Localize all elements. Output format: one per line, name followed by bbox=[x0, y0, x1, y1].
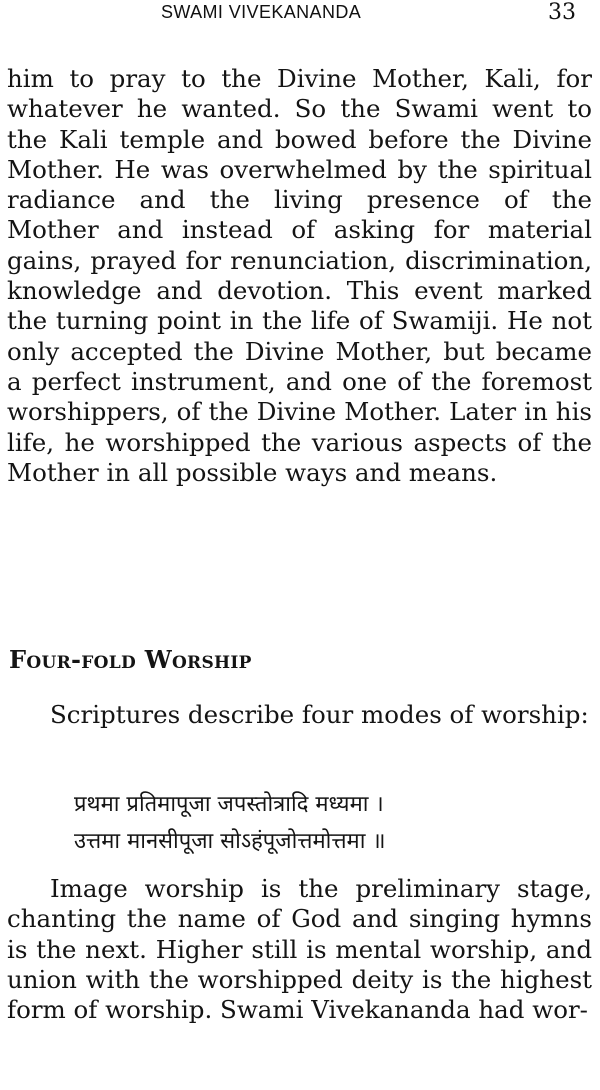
section-heading: Four-fold Worship bbox=[9, 645, 252, 674]
paragraph-image-worship: Image worship is the preliminary stage, chanting the name of God and singing hymns is the next. Higher still is mental worship, and union with the worshipped deity is the highest form of worship. Swami Vivekananda had wor- bbox=[7, 874, 592, 1025]
running-head: SWAMI VIVEKANANDA bbox=[161, 2, 362, 22]
paragraph-scriptures: Scriptures describe four modes of worship: bbox=[50, 700, 589, 729]
verse-line-1: प्रथमा प्रतिमापूजा जपस्तोत्रादि मध्यमा । bbox=[74, 792, 384, 817]
sanskrit-verse bbox=[74, 786, 544, 860]
paragraph-opening: him to pray to the Divine Mother, Kali, for whatever he wanted. So the Swami went to the Kali temple and bowed before the Divine Mother. He was overwhelmed by the spiritual radiance and the living presence of the Mother and instead of asking for material gains, prayed for renunciation, discrimination, knowledge and devotion. This event marked the turning point in the life of Swamiji. He not only accepted the Divine Mother, but became a perfect instrument, and one of the foremost worshippers, of the Divine Mother. Later in his life, he worshipped the various aspects of the Mother in all possible ways and means. bbox=[7, 64, 592, 487]
page-header bbox=[0, 0, 600, 30]
verse-line-2: उत्तमा मानसीपूजा सोऽहंपूजोत्तमोत्तमा ॥ bbox=[74, 829, 386, 854]
page-number: 33 bbox=[548, 0, 576, 25]
